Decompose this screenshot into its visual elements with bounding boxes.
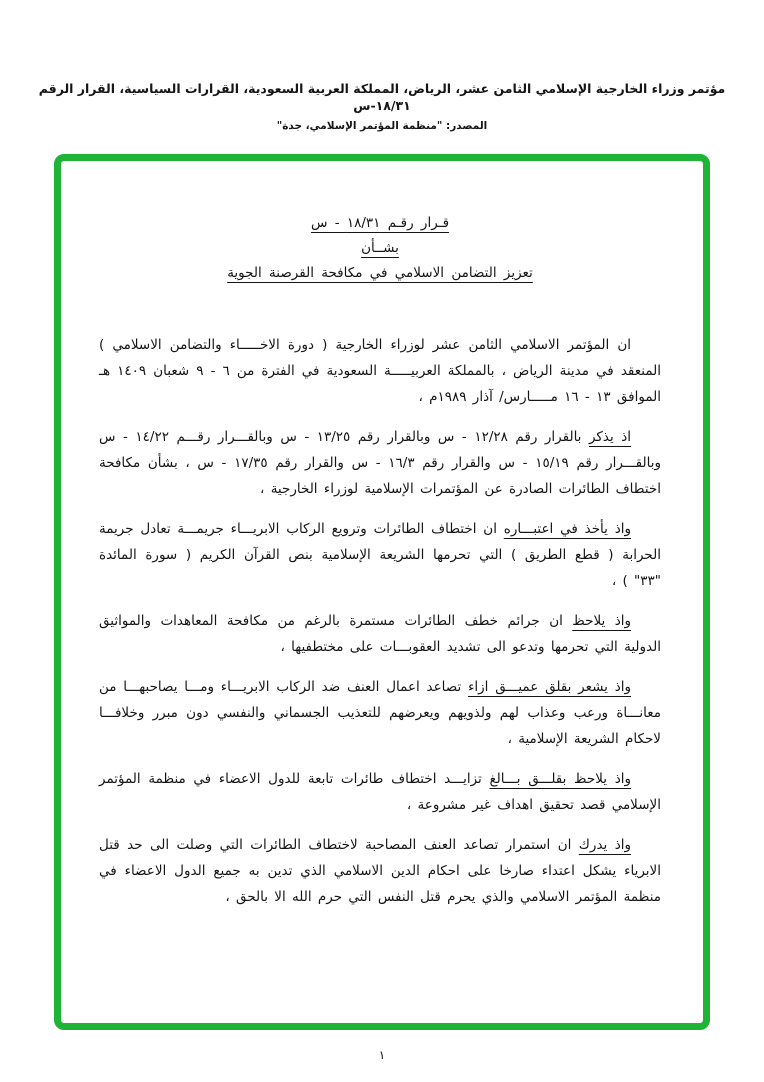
document-source-line: المصدر: "منظمة المؤتمر الإسلامي، جدة" [276,120,488,132]
paragraph-text: تزايـــد اختطاف طائرات تابعة للدول الاعضاء في منظمة المؤتمر الإسلامي قصد تحقيق اهداف غير مشروعة ، [99,771,661,813]
deep-concern-paragraph [99,674,661,752]
document-citation-header: مؤتمر وزراء الخارجية الإسلامي الثامن عشر، الرياض، المملكة العربية السعودية، القرارات السياسية، القرار الرقم ١٨/٣١-س [38,81,726,113]
resolution-subject-title: تعزيز التضامن الاسلامي في مكافحة القرصنة الجوية [227,265,533,281]
resolution-number-title: قـرار رقـم ١٨/٣١ - س [310,215,450,231]
paragraph-text: ان اختطاف الطائرات وترويع الركاب الابريـــاء جريمـــة تعادل جريمة الحرابة ( قطع الطريق ) التي تحرمها الشريعة الإسلامية بنص القرآن الكريم ( سورة المائدة "٣٣" ) ، [99,521,661,589]
realizing-paragraph [99,832,661,910]
paragraph-lead: واذ يشعر بقلق عميـــق ازاء [468,679,631,695]
paragraph-lead: واذ يلاحظ [572,613,631,629]
page-number: ١ [378,1048,386,1062]
resolution-title-block [99,211,661,286]
paragraph-text: تصاعد اعمال العنف ضد الركاب الابريـــاء ومـــا يصاحبهـــا من معانـــاة ورعب وعذاب لهم ولذويهم ويعرضهم للتعذيب الجسماني والنفسي دون مبرر وخلافـــا لاحكام الشريعة الإسلامية ، [99,679,661,747]
green-border-frame [54,154,710,1030]
paragraph-lead: واذ يدرك [578,837,631,853]
resolution-content [61,161,703,910]
paragraph-lead: واذ يلاحظ بقلـــق بـــالغ [489,771,631,787]
paragraph-text: بالقرار رقم ١٢/٢٨ - س وبالقرار رقم ١٣/٢٥ - س وبالقـــرار رقـــم ١٤/٢٢ - س وبالقـــرار رقم ١٥/١٩ - س والقرار رقم ١٦/٣ - س والقرار رقم ١٧/٣٥ - س ، بشأن مكافحة اختطاف الطائرات الصادرة عن المؤتمرات الإسلامية لوزراء الخارجية ، [99,429,661,497]
paragraph-text: ان استمرار تصاعد العنف المصاحبة لاختطاف الطائرات التي وصلت الى حد قتل الابرياء يشكل اعتداء صارخا على احكام الدين الاسلامي الذي تدين به جميع الدول الاعضاء في منظمة المؤتمر الاسلامي والذي يحرم قتل النفس التي حرم الله الا بالحق ، [99,837,661,905]
paragraph-text: ان المؤتمر الاسلامي الثامن عشر لوزراء الخارجية ( دورة الاخـــــاء والتضامن الاسلامي ) المنعقد في مدينة الرياض ، بالمملكة العربيـــــة السعودية في الفترة من ٦ - ٩ شعبان ١٤٠٩ هـ الموافق ١٣ - ١٦ مـــــارس/ آذار ١٩٨٩م ، [99,337,661,405]
paragraph-lead: واذ يأخذ في اعتبـــاره [503,521,632,537]
preamble-paragraph [99,332,661,410]
recalling-paragraph [99,424,661,502]
paragraph-lead: اذ يذكر [588,429,631,445]
noting-paragraph [99,608,661,660]
considering-paragraph [99,516,661,594]
grave-concern-paragraph [99,766,661,818]
resolution-regarding-title: بشــأن [361,240,399,256]
paragraph-text: ان جرائم خطف الطائرات مستمرة بالرغم من مكافحة المعاهدات والمواثيق الدولية التي تحرمها وتدعو الى تشديد العقوبـــات على مختطفيها ، [99,613,661,655]
